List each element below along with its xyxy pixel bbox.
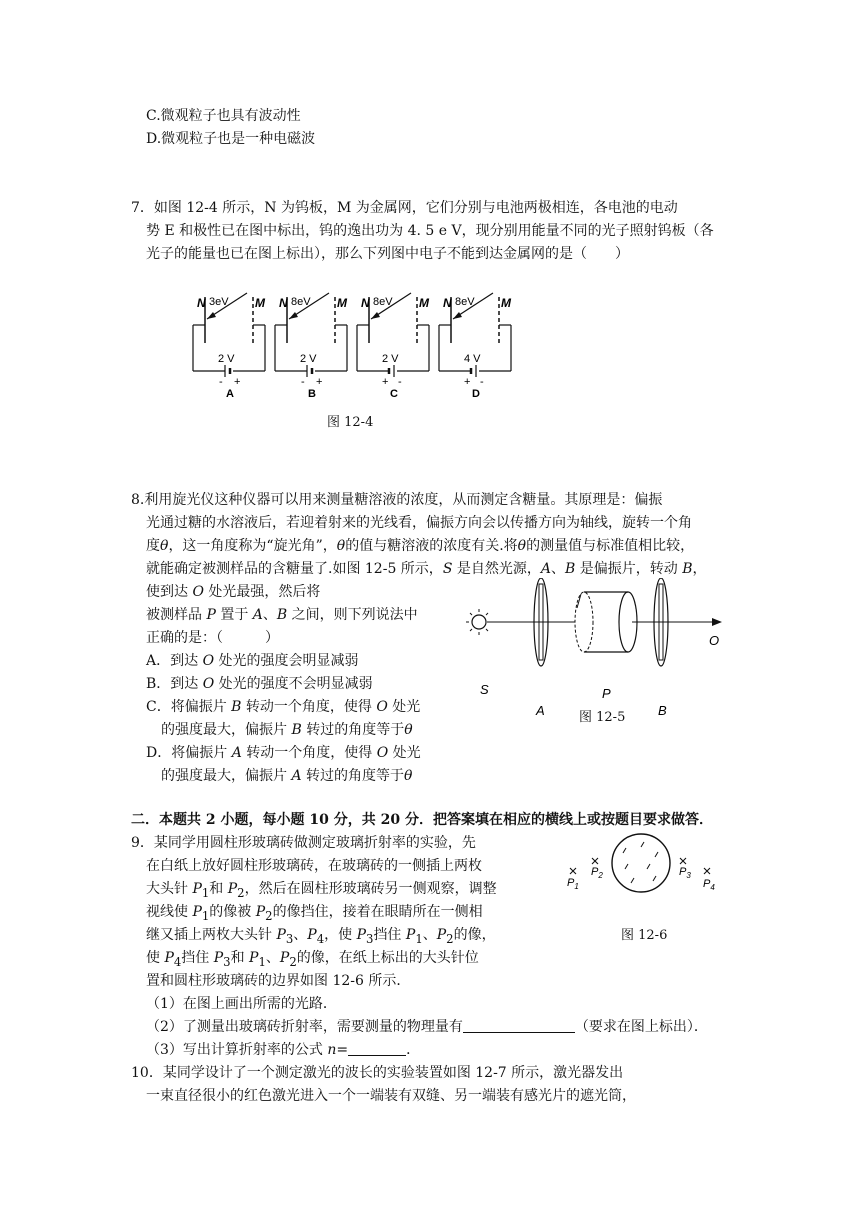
q9-stem-line-6: 使 $P_4$挡住 $P_3$和 $P_1$、$P_2$的像，在纸上标出的大头针位: [146, 950, 479, 969]
pin-label-p2: $P_2$: [591, 866, 603, 880]
circuit-b-emf: 2 V: [300, 353, 317, 365]
q9-stem-line-5: 继又插上两枚大头针 $P_3$、$P_4$，使 $P_3$挡住 $P_1$、$P_2$的像，: [146, 927, 496, 946]
q8-option-d-line-1: D．将偏振片 A 转动一个角度，使得 O 处光: [146, 745, 421, 761]
circuit-b-right-sign: +: [316, 376, 323, 388]
q6-option-d: D.微观粒子也是一种电磁波: [146, 131, 316, 147]
circuit-c-right-sign: -: [398, 376, 402, 388]
circuit-b: [275, 293, 348, 400]
q8-stem-line-5: 使到达 O 处光最强，然后将: [146, 584, 321, 600]
q7-stem-line-1: 7．如图 12-4 所示，N 为钨板，M 为金属网，它们分别与电池两极相连，各电池的电动: [131, 200, 678, 216]
q9-stem-line-7: 置和圆柱形玻璃砖的边界如图 12-6 所示．: [146, 973, 411, 989]
q8-stem-line-4: 就能确定被测样品的含糖量了.如图 12-5 所示，S 是自然光源，A、B 是偏振片，转动 B，: [146, 561, 707, 577]
q8-option-c-line-2: 的强度最大，偏振片 B 转过的角度等于θ: [161, 722, 413, 738]
circuit-a: [193, 293, 266, 400]
figure-12-6-glass-cylinder: [560, 830, 730, 900]
fig-label-p: P: [602, 686, 611, 701]
q8-stem-line-1: 8.利用旋光仪这种仪器可以用来测量糖溶液的浓度，从而测定含糖量。其原理是：偏振: [131, 492, 663, 508]
circuit-a-right-sign: +: [234, 376, 241, 388]
circuit-c-label: C: [390, 388, 398, 400]
figure-12-5-caption: 图 12-5: [579, 710, 626, 725]
circuit-d-emf: 4 V: [464, 353, 481, 365]
circuit-c-left-sign: +: [382, 376, 389, 388]
figure-12-4-caption: 图 12-4: [327, 415, 374, 430]
circuit-b-left-sign: -: [301, 376, 305, 388]
q7-stem-line-3: 光子的能量也已在图上标出），那么下列图中电子不能到达金属网的是（ ）: [146, 246, 629, 262]
fig-label-b: B: [658, 703, 667, 718]
q8-stem-line-3: 度θ，这一角度称为“旋光角”，θ的值与糖溶液的浓度有关.将θ的测量值与标准值相比较，: [146, 538, 695, 554]
circuit-b-n-label: N: [279, 296, 288, 310]
circuit-d-right-sign: -: [480, 376, 484, 388]
glass-texture-marks: [623, 842, 658, 883]
q9-stem-line-3: 大头针 $P_1$和 $P_2$，然后在圆柱形玻璃砖另一侧观察，调整: [146, 881, 497, 900]
circuit-c-m-label: M: [419, 296, 429, 310]
figure-12-6-caption: 图 12-6: [621, 928, 668, 943]
circuit-b-label: B: [308, 388, 316, 400]
pin-label-p4: $P_4$: [703, 878, 715, 892]
q9-sub-question-3: （3）写出计算折射率的公式 n= ．: [146, 1042, 421, 1058]
q9-stem-line-4: 视线使 $P_1$的像被 $P_2$的像挡住，接着在眼睛所在一侧相: [146, 904, 483, 923]
circuit-d-label: D: [472, 388, 480, 400]
q7-stem-line-2: 势 E 和极性已在图中标出，钨的逸出功为 4. 5 e V，现分别用能量不同的光子照射钨板（各: [146, 223, 714, 239]
q10-stem-line-1: 10．某同学设计了一个测定激光的波长的实验装置如图 12-7 所示，激光器发出: [131, 1065, 624, 1081]
circuit-a-label: A: [226, 388, 234, 400]
section-2-heading: 二．本题共 2 小题，每小题 10 分，共 20 分．把答案填在相应的横线上或按题目要求做答．: [131, 812, 713, 828]
circuit-c: [357, 293, 430, 400]
q8-option-a: A．到达 O 处光的强度会明显减弱: [146, 653, 359, 669]
q9-sub-question-1: （1）在图上画出所需的光路．: [146, 996, 337, 1012]
q8-stem-line-7: 正确的是：（ ）: [146, 630, 279, 646]
q8-stem-line-2: 光通过糖的水溶液后，若迎着射来的光线看，偏振方向会以传播方向为轴线，旋转一个角: [146, 515, 692, 531]
q8-option-d-line-2: 的强度最大，偏振片 A 转过的角度等于θ: [161, 768, 413, 784]
circuit-d-left-sign: +: [464, 376, 471, 388]
pin-label-p3: $P_3$: [679, 866, 691, 880]
answer-blank-formula[interactable]: [348, 1041, 406, 1056]
circuit-d-m-label: M: [501, 296, 511, 310]
circuit-b-m-label: M: [337, 296, 347, 310]
circuit-d-n-label: N: [443, 296, 452, 310]
circuit-b-photon-energy: 8eV: [291, 296, 311, 308]
q8-option-c-line-1: C．将偏振片 B 转动一个角度，使得 O 处光: [146, 699, 421, 715]
pin-label-p1: $P_1$: [567, 877, 579, 891]
circuit-c-emf: 2 V: [382, 353, 399, 365]
sample-tube-p: [575, 592, 637, 652]
fig-label-s: S: [480, 682, 489, 697]
circuit-a-emf: 2 V: [218, 353, 235, 365]
q9-stem-line-1: 9．某同学用圆柱形玻璃砖做测定玻璃折射率的实验，先: [131, 835, 476, 851]
circuit-d-photon-energy: 8eV: [455, 296, 475, 308]
q9-stem-line-2: 在白纸上放好圆柱形玻璃砖，在玻璃砖的一侧插上两枚: [146, 858, 482, 874]
q6-option-c: C.微观粒子也具有波动性: [146, 108, 301, 124]
fig-label-o: O: [709, 633, 720, 648]
q10-stem-line-2: 一束直径很小的红色激光进入一个一端装有双缝、另一端装有感光片的遮光筒，: [146, 1088, 636, 1104]
circuit-a-m-label: M: [255, 296, 265, 310]
circuit-c-photon-energy: 8eV: [373, 296, 393, 308]
light-source-icon: [466, 609, 488, 635]
circuit-a-n-label: N: [197, 296, 206, 310]
fig-label-a: A: [536, 703, 545, 718]
q9-sub-question-2: （2）了测量出玻璃砖折射率，需要测量的物理量有 （要求在图上标出）．: [146, 1019, 708, 1035]
q8-stem-line-6: 被测样品 P 置于 A、B 之间，则下列说法中: [146, 607, 418, 623]
answer-blank-quantities[interactable]: [463, 1018, 575, 1033]
figure-12-4-circuits: [185, 285, 525, 405]
circuit-c-n-label: N: [361, 296, 370, 310]
circuit-d: [439, 293, 512, 400]
circuit-a-left-sign: -: [219, 376, 223, 388]
circuit-a-photon-energy: 3eV: [209, 296, 229, 308]
q8-option-b: B．到达 O 处光的强度不会明显减弱: [146, 676, 373, 692]
